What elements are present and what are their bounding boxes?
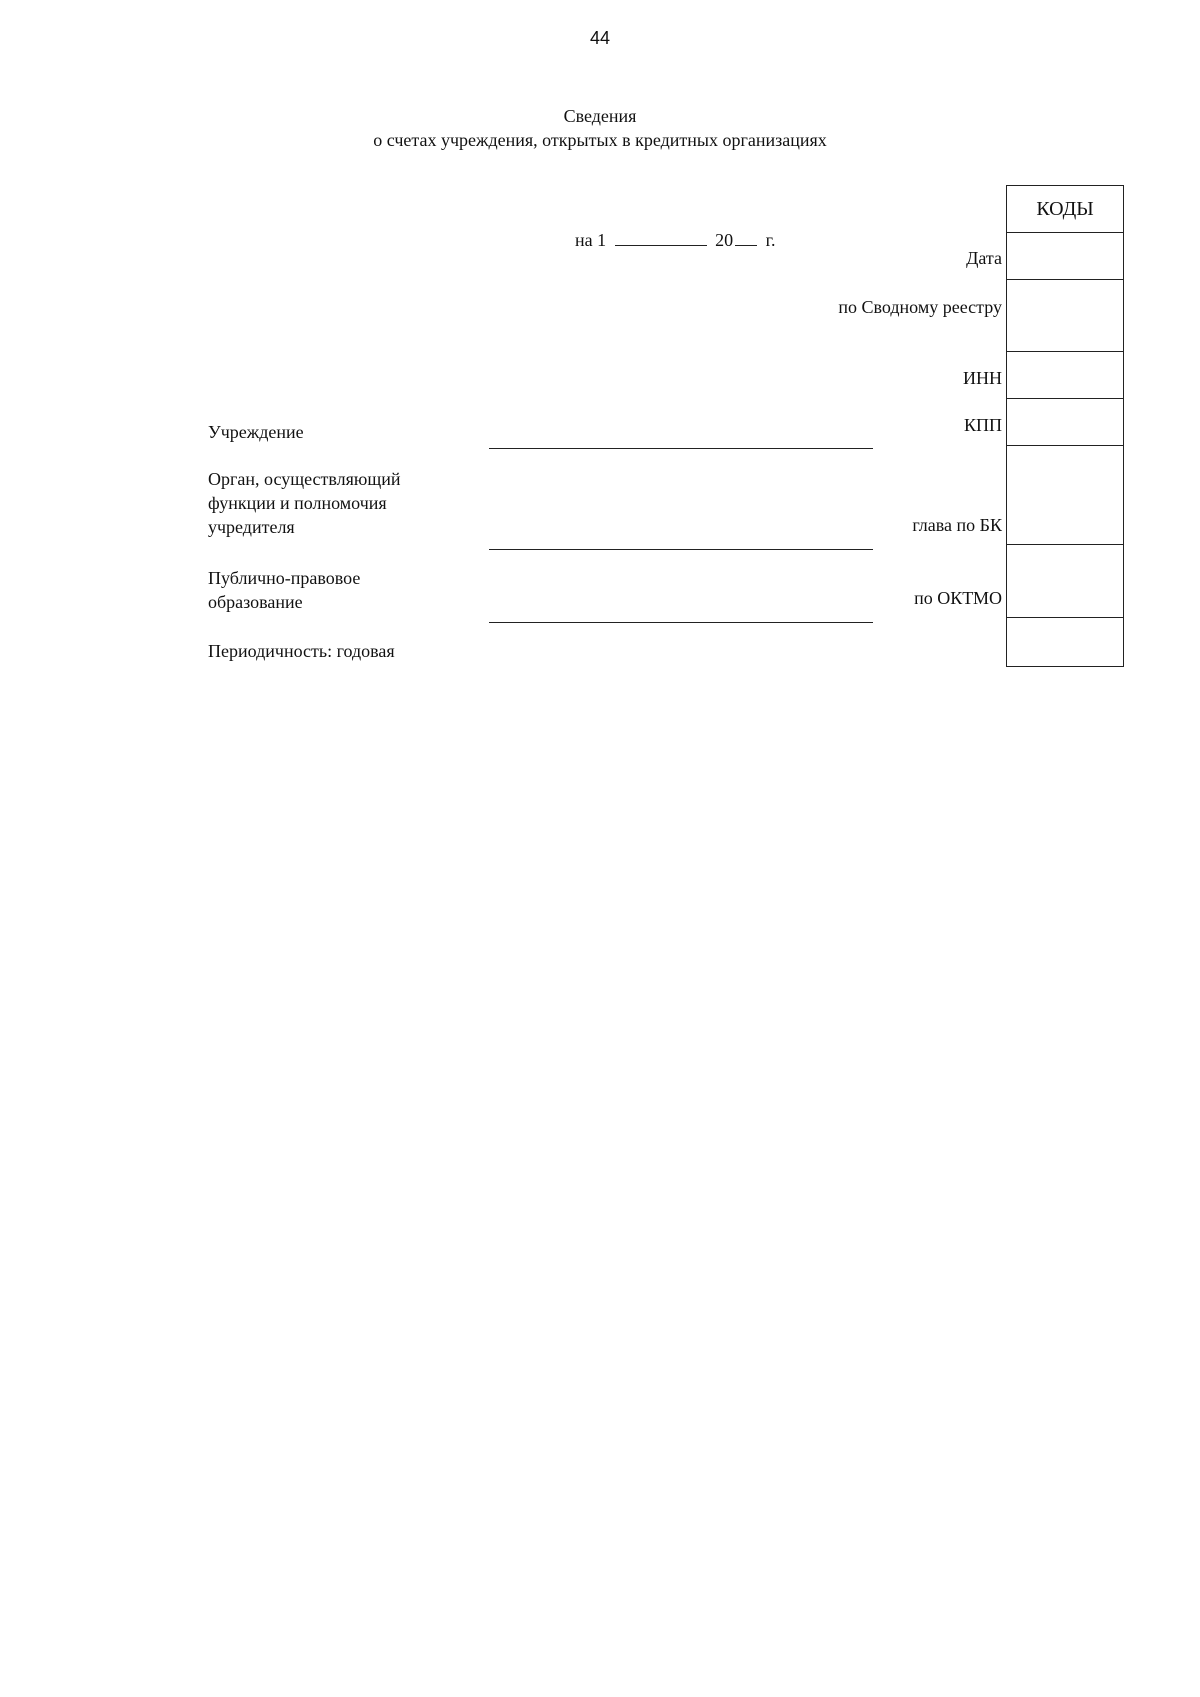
page-number: 44: [589, 28, 611, 48]
field-institution-label: Учреждение: [208, 422, 304, 442]
public-entity-input-line[interactable]: [489, 622, 873, 623]
form-subtitle: о счетах учреждения, открытых в кредитных организациях: [373, 130, 827, 150]
label-bk-head: глава по БК: [912, 515, 1002, 535]
report-date-line: [575, 228, 775, 252]
institution-input-line[interactable]: [489, 448, 873, 449]
date-month-blank[interactable]: [615, 244, 707, 246]
label-date: Дата: [966, 248, 1002, 268]
code-cell-periodicity[interactable]: [1007, 617, 1123, 667]
date-suffix: г.: [765, 230, 776, 250]
code-cell-bk-head[interactable]: [1007, 445, 1123, 545]
codes-table: [1006, 185, 1124, 667]
date-prefix: на 1: [575, 230, 607, 250]
date-year-prefix: 20: [715, 230, 734, 250]
field-periodicity-label: Периодичность: годовая: [208, 641, 395, 661]
date-year-blank[interactable]: [735, 244, 757, 246]
label-oktmo: по ОКТМО: [914, 588, 1002, 608]
founder-body-input-line[interactable]: [489, 549, 873, 550]
label-registry: по Сводному реестру: [838, 297, 1002, 317]
code-cell-kpp[interactable]: [1007, 398, 1123, 446]
code-cell-oktmo[interactable]: [1007, 544, 1123, 618]
field-founder-body-label: Орган, осуществляющий функции и полномочия учредителя: [208, 469, 401, 537]
label-inn: ИНН: [963, 368, 1002, 388]
codes-header: КОДЫ: [1036, 198, 1094, 220]
code-cell-date[interactable]: [1007, 232, 1123, 280]
label-kpp: КПП: [963, 415, 1002, 435]
code-cell-inn[interactable]: [1007, 351, 1123, 399]
form-title: Сведения: [563, 106, 637, 126]
code-cell-registry[interactable]: [1007, 279, 1123, 352]
field-public-entity-label: Публично-правовое образование: [208, 568, 361, 612]
